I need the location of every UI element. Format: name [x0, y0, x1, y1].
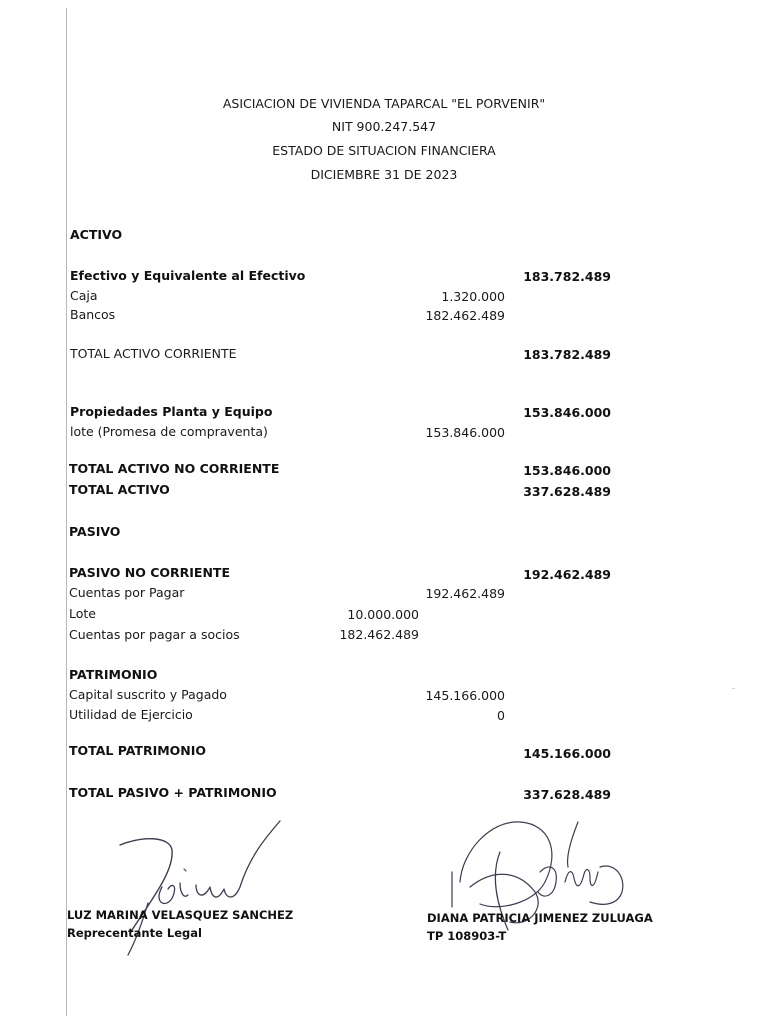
- report-date: DICIEMBRE 31 DE 2023: [310, 167, 458, 182]
- scan-speck: [732, 688, 735, 689]
- lote-promesa-value: 153.846.000: [425, 425, 505, 440]
- capital-label: Capital suscrito y Pagado: [69, 687, 227, 702]
- total-pasivo-patrimonio-label: TOTAL PASIVO + PATRIMONIO: [69, 785, 277, 800]
- patrimonio-heading: PATRIMONIO: [69, 667, 158, 682]
- cuentas-socios-value: 182.462.489: [339, 627, 419, 642]
- total-activo-no-corriente-value: 153.846.000: [523, 463, 611, 478]
- total-activo-no-corriente-label: TOTAL ACTIVO NO CORRIENTE: [69, 461, 280, 476]
- signer-left-name: LUZ MARINA VELASQUEZ SANCHEZ: [67, 908, 294, 922]
- pasivo-no-corriente-label: PASIVO NO CORRIENTE: [69, 565, 230, 580]
- total-pasivo-patrimonio-value: 337.628.489: [523, 787, 611, 802]
- total-activo-corriente-label: TOTAL ACTIVO CORRIENTE: [70, 346, 237, 361]
- signer-left-role: Reprecentante Legal: [67, 926, 202, 940]
- entity-nit: NIT 900.247.547: [331, 119, 437, 134]
- total-activo-value: 337.628.489: [523, 484, 611, 499]
- entity-name: ASICIACION DE VIVIENDA TAPARCAL "EL PORVENIR": [222, 96, 546, 111]
- cuentas-por-pagar-value: 192.462.489: [425, 586, 505, 601]
- utilidad-value: 0: [497, 708, 505, 723]
- total-patrimonio-label: TOTAL PATRIMONIO: [69, 743, 207, 758]
- cuentas-socios-label: Cuentas por pagar a socios: [69, 627, 240, 642]
- efectivo-total: 183.782.489: [523, 269, 611, 284]
- caja-label: Caja: [70, 288, 98, 303]
- pasivo-no-corriente-total: 192.462.489: [523, 567, 611, 582]
- lote-promesa-label: lote (Promesa de compraventa): [70, 424, 268, 439]
- bancos-label: Bancos: [70, 307, 116, 322]
- lote-value: 10.000.000: [347, 607, 419, 622]
- signer-right-role: TP 108903-T: [427, 929, 507, 943]
- report-title: ESTADO DE SITUACION FINANCIERA: [272, 143, 496, 158]
- ppe-total: 153.846.000: [523, 405, 611, 420]
- efectivo-label: Efectivo y Equivalente al Efectivo: [70, 268, 306, 283]
- capital-value: 145.166.000: [425, 688, 505, 703]
- utilidad-label: Utilidad de Ejercicio: [69, 707, 193, 722]
- bancos-value: 182.462.489: [425, 308, 505, 323]
- pasivo-heading: PASIVO: [69, 524, 121, 539]
- ppe-label: Propiedades Planta y Equipo: [70, 404, 273, 419]
- cuentas-por-pagar-label: Cuentas por Pagar: [69, 585, 185, 600]
- total-patrimonio-value: 145.166.000: [523, 746, 611, 761]
- signer-right-name: DIANA PATRICIA JIMENEZ ZULUAGA: [427, 911, 653, 925]
- total-activo-label: TOTAL ACTIVO: [69, 482, 170, 497]
- lote-label: Lote: [69, 606, 96, 621]
- activo-heading: ACTIVO: [70, 227, 123, 242]
- caja-value: 1.320.000: [441, 289, 505, 304]
- total-activo-corriente-value: 183.782.489: [523, 347, 611, 362]
- left-margin-line: [66, 8, 67, 1016]
